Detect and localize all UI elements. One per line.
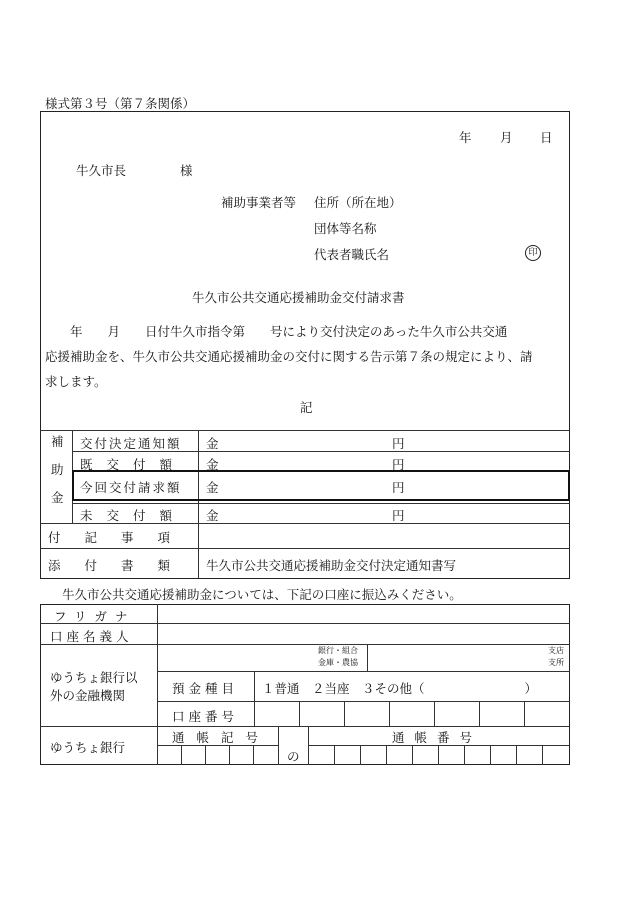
notes-label: 付記事項 <box>48 530 195 545</box>
row-label-paid-amount: 既交付額 <box>80 457 187 472</box>
addressee: 牛久市長 <box>76 163 127 178</box>
row-prefix-decision-amount: 金 <box>206 436 219 451</box>
branch-type-options-2: 支所 <box>548 658 564 667</box>
body-line-2: 応援補助金を、牛久市公共交通応援補助金の交付に関する告示第７条の規定により、請 <box>45 349 533 364</box>
ki-label: 記 <box>300 400 313 415</box>
date-day: 日 <box>540 130 553 145</box>
addressee-honorific: 様 <box>180 163 193 178</box>
row-prefix-paid-amount: 金 <box>206 457 219 472</box>
bank-type-options-2: 金庫・農協 <box>318 658 358 667</box>
subsidy-side-label-1: 補 <box>51 434 64 449</box>
deposit-type-options: １普通 ２当座 ３その他（ ） <box>262 681 538 696</box>
body-line-1: 年 月 日付牛久市指令第 号により交付決定のあった牛久市公共交通 <box>45 324 508 339</box>
body-line-3: 求します。 <box>45 374 107 389</box>
account-number-label: 口座番号 <box>172 709 239 724</box>
other-bank-label-line2: 外の金融機関 <box>50 688 126 703</box>
account-holder-label: 口座名義人 <box>50 629 133 644</box>
no-connector-label: の <box>287 749 300 764</box>
row-label-unpaid-amount: 未交付額 <box>80 508 187 523</box>
subsidy-side-label-3: 金 <box>51 490 64 505</box>
attachments-value: 牛久市公共交通応援補助金交付決定通知書写 <box>206 558 457 573</box>
form-number: 様式第３号（第７条関係） <box>45 96 196 111</box>
row-label-current-request: 今回交付請求額 <box>80 480 182 495</box>
row-unit-current-request: 円 <box>392 480 405 495</box>
attachments-label: 添付書類 <box>48 558 195 573</box>
seal-mark: 印 <box>525 245 541 261</box>
bank-type-options-1: 銀行・組合 <box>318 646 358 655</box>
subsidy-side-label-2: 助 <box>51 462 64 477</box>
row-unit-paid-amount: 円 <box>392 457 405 472</box>
passbook-symbol-label: 通帳記号 <box>172 730 271 745</box>
deposit-type-label: 預金種目 <box>172 681 239 696</box>
applicant-address-label: 住所（所在地） <box>314 195 402 210</box>
row-prefix-unpaid-amount: 金 <box>206 508 219 523</box>
date-month: 月 <box>500 130 513 145</box>
passbook-number-label: 通帳番号 <box>392 730 483 745</box>
applicant-role: 補助事業者等 <box>221 195 297 210</box>
applicant-org-label: 団体等名称 <box>314 221 377 236</box>
other-bank-label-line1: ゆうちょ銀行以 <box>50 670 138 685</box>
row-unit-unpaid-amount: 円 <box>392 508 405 523</box>
transfer-note: 牛久市公共交通応援補助金については、下記の口座に振込みください。 <box>62 587 462 602</box>
row-label-decision-amount: 交付決定通知額 <box>80 436 182 451</box>
row-unit-decision-amount: 円 <box>392 436 405 451</box>
applicant-rep-label: 代表者職氏名 <box>314 247 390 262</box>
date-year: 年 <box>459 130 472 145</box>
branch-type-options-1: 支店 <box>548 646 564 655</box>
furigana-label: フリガナ <box>54 609 136 624</box>
row-prefix-current-request: 金 <box>206 480 219 495</box>
document-title: 牛久市公共交通応援補助金交付請求書 <box>192 290 405 305</box>
yucho-bank-label: ゆうちょ銀行 <box>50 740 126 755</box>
